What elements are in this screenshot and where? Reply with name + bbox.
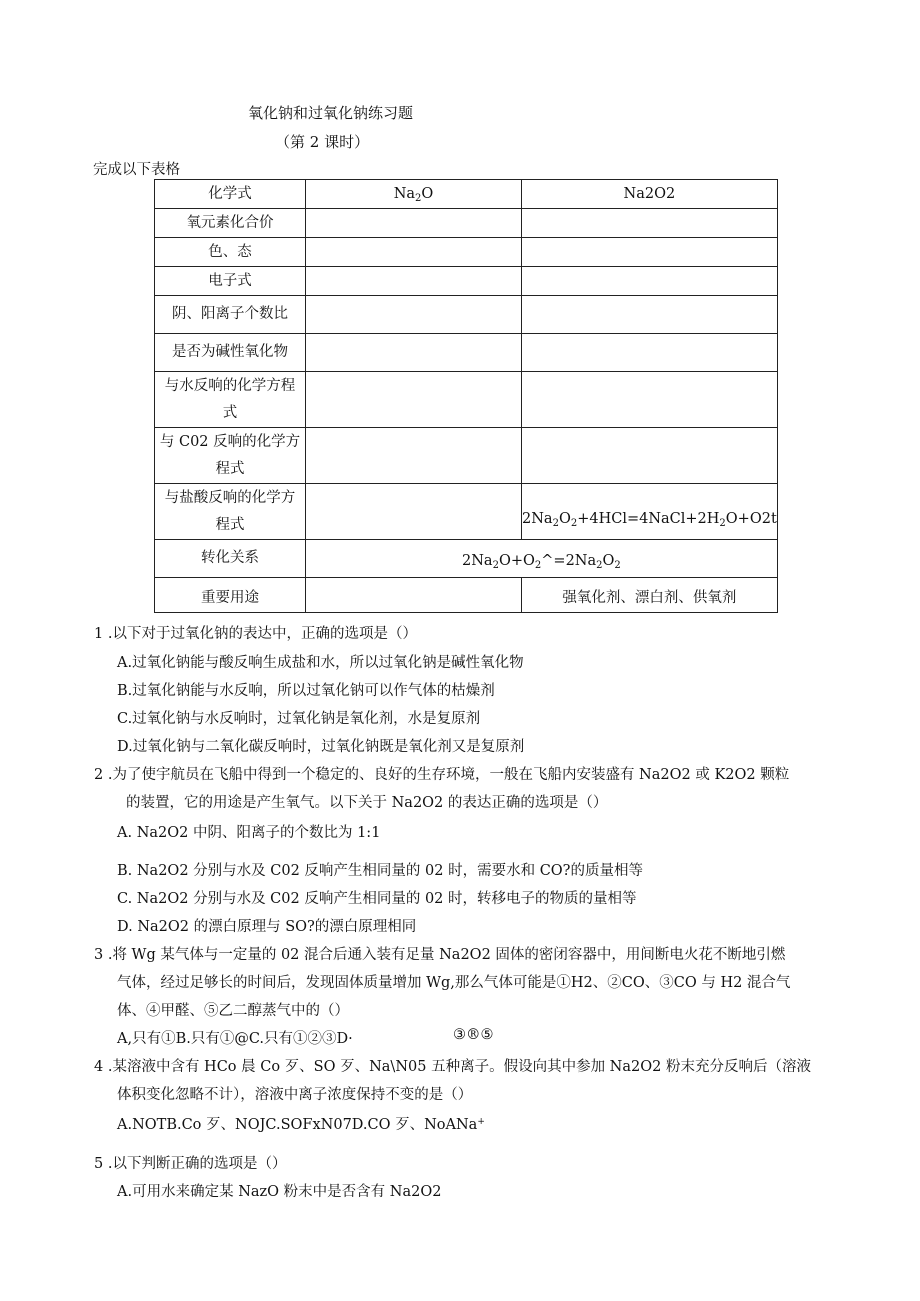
table-row bbox=[155, 267, 778, 296]
row-label: 氧元素化合价 bbox=[155, 209, 306, 238]
row-label: 阴、阳离子个数比 bbox=[155, 296, 306, 334]
table-row bbox=[155, 334, 778, 372]
table-intro: 完成以下表格 bbox=[93, 162, 180, 178]
table-row bbox=[155, 428, 778, 484]
q5-option-a: A.可用水来确定某 NazO 粉末中是否含有 Na2O2 bbox=[117, 1184, 442, 1200]
q3-stem-line1: 3 .将 Wg 某气体与一定量的 02 混合后通入装有足量 Na2O2 固体的密闭容器中，用间断电火花不断地引燃 bbox=[94, 947, 786, 963]
q3-stem-line3: 体、④甲醛、⑤乙二醇蒸气中的（） bbox=[117, 1003, 349, 1019]
q2-stem-line1: 2 .为了使宇航员在飞船中得到一个稳定的、良好的生存环境，一般在飞船内安装盛有 Na2O2 或 K2O2 颗粒 bbox=[94, 767, 790, 783]
q1-stem: 1 .以下对于过氧化钠的表达中，正确的选项是（） bbox=[94, 626, 417, 642]
table-row bbox=[155, 372, 778, 428]
row-label: 电子式 bbox=[155, 267, 306, 296]
table-row bbox=[155, 484, 778, 540]
table-cell bbox=[522, 238, 778, 267]
q1-option-a: A.过氧化钠能与酸反响生成盐和水，所以过氧化钠是碱性氧化物 bbox=[117, 655, 524, 671]
row-label-line2: 式 bbox=[222, 404, 238, 421]
q4-stem-line2: 体积变化忽略不计），溶液中离子浓度保持不变的是（） bbox=[117, 1087, 473, 1103]
table-cell bbox=[522, 209, 778, 238]
table-cell bbox=[306, 484, 522, 540]
table-cell bbox=[306, 267, 522, 296]
q2-option-a: A. Na2O2 中阴、阳离子的个数比为 1:1 bbox=[117, 825, 381, 841]
q3-options-tail: ③®⑤ bbox=[453, 1027, 494, 1043]
q3-stem-line2: 气体，经过足够长的时间后，发现固体质量增加 Wg,那么气体可能是①H2、②CO、③CO 与 H2 混合气 bbox=[117, 975, 791, 991]
row-label-line2: 程式 bbox=[215, 516, 245, 533]
q5-stem: 5 .以下判断正确的选项是（） bbox=[94, 1156, 287, 1172]
table-cell bbox=[306, 578, 522, 613]
table-row bbox=[155, 296, 778, 334]
uses-cell: 强氧化剂、漂白剂、供氧剂 bbox=[522, 578, 778, 613]
table-row bbox=[155, 238, 778, 267]
table-cell bbox=[306, 372, 522, 428]
table-cell bbox=[522, 267, 778, 296]
table-row bbox=[155, 209, 778, 238]
q4-stem-line1: 4 .某溶液中含有 HCo 晨 Co 歹、SO 歹、Na\N05 五种离子。假设向其中参加 Na2O2 粉末充分反响后（溶液 bbox=[94, 1059, 811, 1075]
q2-option-d: D. Na2O2 的漂白原理与 SO?的漂白原理相同 bbox=[117, 919, 417, 935]
header-na2o: $Na_2O$ bbox=[306, 180, 522, 209]
row-label: 色、态 bbox=[155, 238, 306, 267]
q4-options-text: A.NOTB.Co 歹、NOJC.SOFxN07D.CO 歹、NoANa bbox=[117, 1117, 478, 1133]
table-cell bbox=[306, 428, 522, 484]
row-label-line1: 与水反响的化学方程 bbox=[164, 377, 296, 394]
row-label bbox=[155, 428, 306, 484]
table-row bbox=[155, 578, 778, 613]
table-cell bbox=[522, 296, 778, 334]
table-cell bbox=[306, 209, 522, 238]
row-label: 是否为碱性氧化物 bbox=[155, 334, 306, 372]
row-label: 转化关系 bbox=[155, 540, 306, 578]
table-cell bbox=[522, 428, 778, 484]
doc-subtitle: （第 2 课时） bbox=[275, 133, 370, 151]
row-label-line1: 与盐酸反响的化学方 bbox=[164, 489, 296, 506]
q4-options bbox=[117, 1113, 485, 1134]
table-cell bbox=[522, 334, 778, 372]
row-label-line1: 与 C02 反响的化学方 bbox=[159, 433, 301, 450]
q3-options: A,只有①B.只有①@C.只有①②③D· bbox=[117, 1031, 353, 1047]
row-label bbox=[155, 372, 306, 428]
row-label-line2: 程式 bbox=[215, 460, 245, 477]
q4-options-sup: + bbox=[477, 1117, 485, 1127]
q2-stem-line2: 的装置，它的用途是产生氧气。以下关于 Na2O2 的表达正确的选项是（） bbox=[126, 795, 608, 811]
hcl-equation: $2Na_2O_2+4HCl=4NaCl+2H_2O+O2t$ bbox=[522, 484, 778, 540]
q1-option-b: B.过氧化钠能与水反响，所以过氧化钠可以作气体的枯燥剂 bbox=[117, 683, 495, 699]
q1-option-d: D.过氧化钠与二氧化碳反响时，过氧化钠既是氧化剂又是复原剂 bbox=[117, 739, 525, 755]
doc-title: 氧化钠和过氧化钠练习题 bbox=[248, 104, 414, 122]
q1-option-c: C.过氧化钠与水反响时，过氧化钠是氧化剂，水是复原剂 bbox=[117, 711, 481, 727]
comparison-table bbox=[154, 179, 778, 613]
table-cell bbox=[522, 372, 778, 428]
table-header-row bbox=[155, 180, 778, 209]
q2-option-b: B. Na2O2 分别与水及 C02 反响产生相同量的 02 时，需要水和 CO?的质量相等 bbox=[117, 863, 643, 879]
table-row bbox=[155, 540, 778, 578]
table-cell bbox=[306, 296, 522, 334]
header-na2o2: Na2O2 bbox=[522, 180, 778, 209]
row-label: 重要用途 bbox=[155, 578, 306, 613]
header-label: 化学式 bbox=[155, 180, 306, 209]
table-cell bbox=[306, 334, 522, 372]
row-label bbox=[155, 484, 306, 540]
table-cell bbox=[306, 238, 522, 267]
conversion-equation: $2Na_2O+O_2\^{}=2Na_2O_2$ bbox=[306, 540, 778, 578]
q2-option-c: C. Na2O2 分别与水及 C02 反响产生相同量的 02 时，转移电子的物质的量相等 bbox=[117, 891, 637, 907]
